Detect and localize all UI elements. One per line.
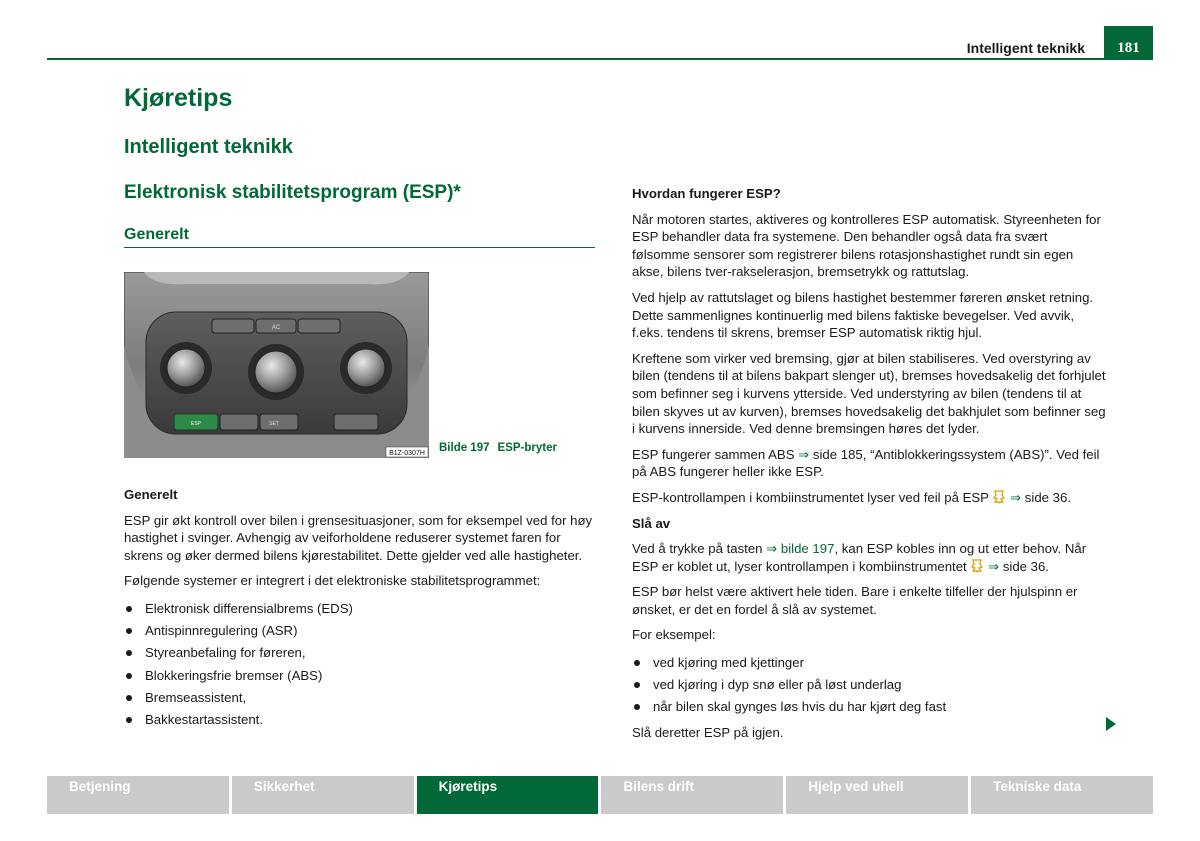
nav-tab-kjoretips[interactable]: Kjøretips [417,776,599,814]
figure-reference-link[interactable]: ⇒ bilde 197 [766,541,835,557]
right-bullet-list [632,654,1106,716]
section-heading: Intelligent teknikk [124,136,293,158]
header-rule [47,58,1153,60]
right-paragraph-4: ESP fungerer sammen ABS ⇒ side 185, “Antiblokkeringssystem (ABS)”. Ved feil på ABS fungerer heller ikke ESP. [632,446,1100,480]
right-paragraph-7: ESP bør helst være aktivert hele tiden. Bare i enkelte tilfeller der hjulspinn er ønsket, er det en fordel å slå av systemet. [632,584,1078,617]
nav-tab-tekniske-data[interactable]: Tekniske data [971,776,1153,814]
left-subheading: Generelt [124,487,178,502]
running-header-title: Intelligent teknikk [966,40,1085,56]
continue-arrow-icon [1106,717,1116,731]
right-paragraph-3: Kreftene som virker ved bremsing, gjør at bilen stabiliseres. Ved overstyring av bilen (tendens til at bilens bakpart slenger ut), bremses hovedsakelig det forhjulet som befinner seg i kurvens ytterside. Ved understyring av bilen (tendens til at bilen skyves ut av kurven), bremses hovedsakelig det bakhjulet som befinner seg i kurvens innerside. Ved denne bremsingen høres det lyder. [632,350,1106,437]
right-subheading-how: Hvordan fungerer ESP? [632,186,781,201]
left-bullet-list [124,600,596,729]
nav-tab-betjening[interactable]: Betjening [47,776,229,814]
figure-caption [439,442,565,454]
ac-button-label: AC [271,325,281,331]
subsection-heading: Elektronisk stabilitetsprogram (ESP)* [124,182,461,203]
chapter-navigation [47,776,1153,814]
right-subheading-turn-off: Slå av [632,515,671,531]
list-item: ved kjøring med kjettinger [632,654,1106,672]
figure-caption-number: Bilde 197 [439,442,490,454]
right-paragraph-1: Når motoren startes, aktiveres og kontrolleres ESP automatisk. Styreenheten for ESP behandler data fra systemene. Den behandler også data fra svært følsomme sensorer som registrerer bilens rotasjonshastighet rundt sin egen akse, bilens tver-rakselerasjon, bremsetrykk og rattutslag. [632,211,1101,280]
page-number: 181 [1104,26,1153,60]
right-column [632,185,1106,750]
right-paragraph-9: Slå deretter ESP på igjen. [632,725,784,741]
list-item: når bilen skal gynges løs hvis du har kjørt deg fast [632,698,1106,716]
right-paragraph-8: For eksempel: [632,627,716,643]
left-paragraph-2: Følgende systemer er integrert i det elektroniske stabilitetsprogrammet: [124,573,541,589]
figure-code: B1Z-0307H [389,450,425,457]
list-item: Bremseassistent, [124,689,596,707]
topic-heading-rule [124,247,595,248]
list-item: Bakkestartassistent. [124,711,596,729]
right-paragraph-5: ESP-kontrollampen i kombiinstrumentet lyser ved feil på ESP ⇒ side 36. [632,489,1071,505]
esp-switch-figure [124,272,429,458]
esp-warning-lamp-icon [992,490,1006,504]
esp-button-label: ESP [190,421,202,427]
right-paragraph-2: Ved hjelp av rattutslaget og bilens hastighet bestemmer føreren ønsket retning. Dette sammenlignes kontinuerlig med bilens faktiske bevegelser. Ved avvik, f.eks. tendens til skrens, bremser ESP automatisk riktig hjul. [632,289,1094,341]
right-paragraph-6: Ved å trykke på tasten ⇒ bilde 197, kan ESP kobles inn og ut etter behov. Når ESP er koblet ut, lyser kontrollampen i kombiinstrumentet ⇒ side 36. [632,541,1087,574]
topic-heading: Generelt [124,226,189,243]
esp-warning-lamp-icon [970,559,984,573]
nav-tab-sikkerhet[interactable]: Sikkerhet [232,776,414,814]
cross-reference-arrow: ⇒ [988,558,1000,574]
list-item: Blokkeringsfrie bremser (ABS) [124,667,596,685]
nav-tab-hjelp-ved-uhell[interactable]: Hjelp ved uhell [786,776,968,814]
list-item: Antispinnregulering (ASR) [124,622,596,640]
left-column [124,486,596,737]
chapter-heading: Kjøretips [124,84,233,112]
nav-tab-bilens-drift[interactable]: Bilens drift [601,776,783,814]
list-item: Elektronisk differensialbrems (EDS) [124,600,596,618]
set-button-label: SET [269,421,279,427]
figure-caption-text: ESP-bryter [497,442,557,454]
cross-reference-arrow: ⇒ [798,446,810,462]
cross-reference-arrow: ⇒ [1010,489,1022,505]
list-item: Styreanbefaling for føreren, [124,644,596,662]
left-paragraph-1: ESP gir økt kontroll over bilen i grensesituasjoner, som for eksempel ved for høy hastighet i svinger. Avhengig av veiforholdene reduserer systemet faren for skrens og øker dermed bilens kjørestabilitet. Dette gjelder ved alle hastigheter. [124,512,593,563]
list-item: ved kjøring i dyp snø eller på løst underlag [632,676,1106,694]
